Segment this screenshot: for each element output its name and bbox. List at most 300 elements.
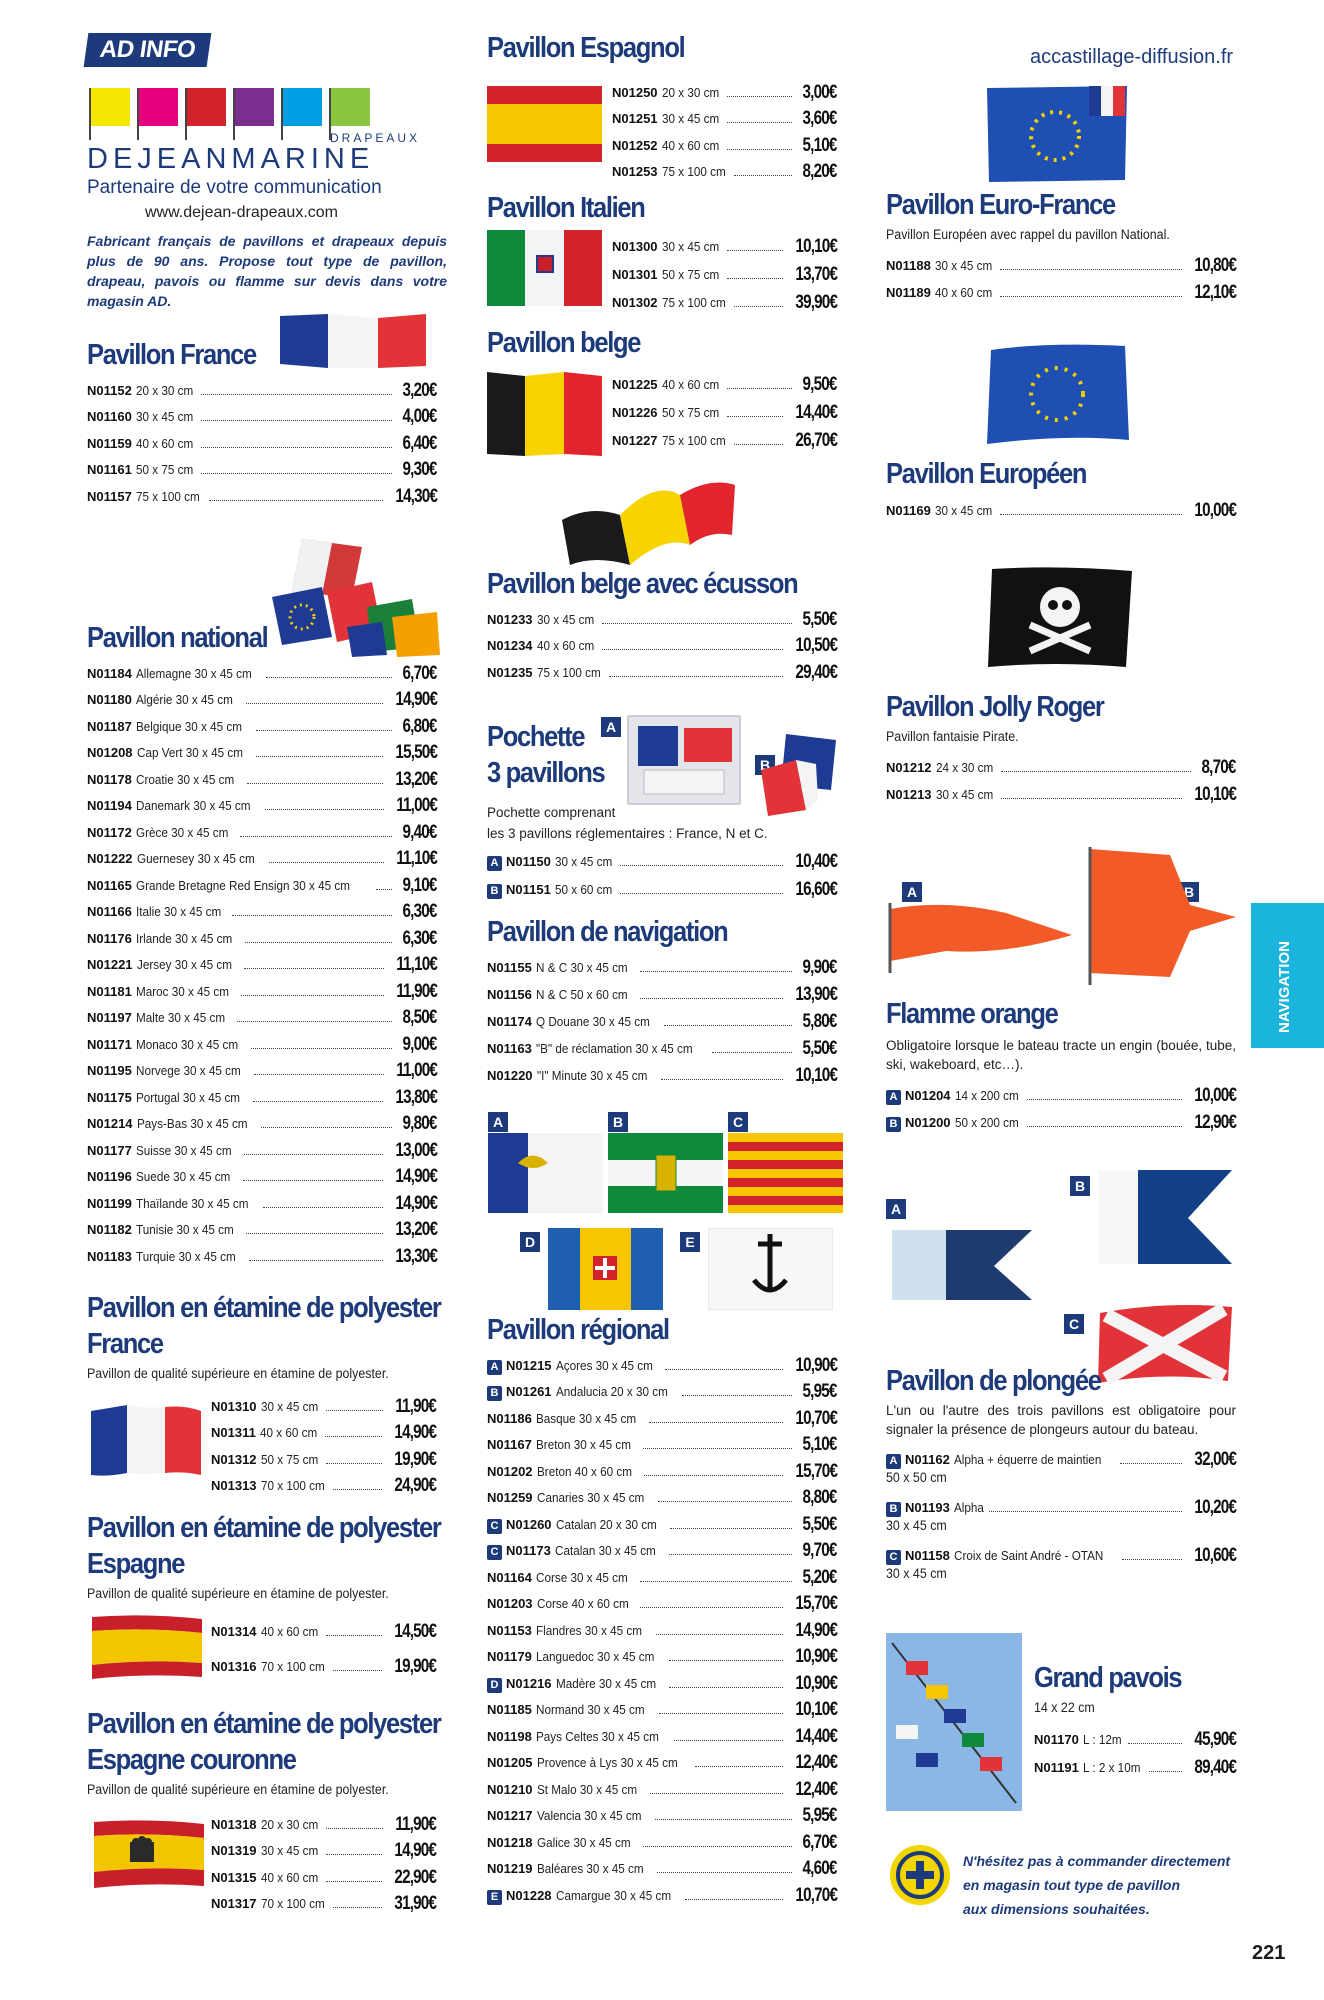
dot-leader (246, 703, 383, 704)
product-ref: N01196 (87, 1169, 132, 1184)
product-price: 11,90€ (395, 1813, 436, 1835)
dot-leader (657, 1872, 792, 1873)
brand-url[interactable]: www.dejean-drapeaux.com (145, 204, 338, 221)
madere-flag-icon (548, 1228, 663, 1310)
product-row (87, 426, 437, 453)
dot-leader (1000, 514, 1181, 515)
product-price: 10,90€ (795, 1672, 837, 1694)
product-row (487, 1004, 837, 1031)
product-label: 75 x 100 cm (661, 433, 726, 448)
dot-leader (664, 1025, 792, 1026)
product-label: Algérie 30 x 45 cm (135, 692, 233, 707)
dot-leader (602, 623, 792, 624)
dot-leader (266, 677, 392, 678)
product-label: 20 x 30 cm (260, 1816, 318, 1832)
product-label: Valencia 30 x 45 cm (536, 1808, 642, 1823)
dot-leader (727, 416, 783, 417)
product-ref: N01150 (506, 854, 551, 869)
dot-leader (201, 473, 392, 474)
product-price: 10,90€ (795, 1646, 837, 1667)
product-label: Guernesey 30 x 45 cm (136, 851, 255, 866)
product-ref: N01151 (506, 882, 551, 897)
product-ref: N01162 (905, 1452, 950, 1467)
dot-leader (251, 1048, 392, 1049)
dot-leader (254, 1074, 384, 1075)
product-row (211, 1606, 436, 1641)
product-row (211, 1860, 436, 1887)
product-row (886, 777, 1236, 804)
dot-leader (325, 1436, 381, 1437)
plongee-a-icon (886, 1226, 1036, 1304)
dot-leader (245, 942, 393, 943)
pochette-pack-icon (624, 712, 744, 807)
poly-france-flag-icon (87, 1403, 205, 1481)
jolly-list (886, 750, 1236, 804)
product-price: 5,50€ (802, 1038, 837, 1059)
product-ref: N01313 (211, 1478, 257, 1493)
product-row (87, 1213, 437, 1240)
product-row (487, 1481, 837, 1508)
variant-letter-badge: A (886, 1090, 901, 1105)
italien-flag-icon (487, 230, 602, 308)
product-price: 9,30€ (402, 459, 437, 480)
belge-list-wrap (612, 366, 837, 450)
dot-leader (727, 96, 792, 97)
product-price: 14,30€ (395, 485, 437, 507)
poly-espagne-desc: Pavillon de qualité supérieure en étamine de polyester. (87, 1586, 389, 1601)
product-label: Danemark 30 x 45 cm (135, 798, 251, 813)
product-row (211, 1389, 436, 1416)
product-price: 22,90€ (394, 1866, 436, 1888)
product-price: 5,10€ (802, 134, 837, 156)
product-row (886, 1078, 1236, 1105)
flamme-label-b: B (1179, 882, 1199, 902)
product-ref: N01175 (87, 1089, 132, 1105)
product-ref: N01194 (87, 798, 132, 813)
plongee-label-c: C (1064, 1314, 1084, 1334)
product-price: 11,90€ (395, 1395, 436, 1417)
plongee-label-a: A (886, 1199, 906, 1219)
site-url[interactable]: accastillage-diffusion.fr (1030, 46, 1234, 68)
product-label: L : 2 x 10m (1082, 1760, 1141, 1775)
dot-leader (609, 676, 783, 677)
dot-leader (209, 500, 383, 501)
product-label: Malte 30 x 45 cm (135, 1010, 225, 1025)
product-label: 30 x 45 cm (260, 1843, 318, 1858)
product-price: 11,10€ (396, 954, 437, 975)
plongee-list (886, 1443, 1236, 1583)
product-row (487, 1772, 837, 1799)
poly-france-list (211, 1389, 436, 1495)
product-row (211, 1834, 436, 1861)
brand-tagline: Partenaire de votre communication (87, 177, 382, 198)
product-ref: N01179 (487, 1649, 532, 1664)
plongee-b-icon (1096, 1168, 1236, 1268)
product-price: 9,40€ (402, 821, 437, 843)
product-price: 14,90€ (395, 1166, 437, 1187)
product-row (211, 1442, 436, 1469)
dot-leader (246, 1233, 382, 1234)
regional-label-c: C (728, 1112, 748, 1132)
dot-leader (602, 649, 783, 650)
product-label: Norvege 30 x 45 cm (135, 1063, 241, 1078)
product-price: 8,70€ (1201, 757, 1236, 778)
product-label: Andalucia 20 x 30 cm (555, 1384, 668, 1399)
product-ref: N01184 (87, 665, 132, 681)
product-price: 6,80€ (402, 715, 437, 737)
product-row (487, 977, 837, 1004)
dot-leader (989, 1511, 1182, 1512)
product-label: 40 x 60 cm (259, 1425, 318, 1440)
belge-title: Pavillon belge (487, 327, 641, 359)
product-ref: N01213 (886, 787, 932, 802)
dot-leader (656, 1634, 783, 1635)
france-list (87, 373, 437, 506)
product-row (1034, 1721, 1236, 1749)
dot-leader (1027, 1126, 1182, 1127)
product-price: 5,10€ (802, 1434, 837, 1455)
product-row (87, 1239, 437, 1266)
product-row (87, 789, 437, 816)
product-price: 89,40€ (1194, 1757, 1236, 1778)
side-tab-label: NAVIGATION (1276, 941, 1293, 1033)
dot-leader (1128, 1743, 1182, 1744)
europeen-title: Pavillon Européen (886, 458, 1087, 490)
product-label: 20 x 30 cm (135, 382, 194, 398)
product-price: 10,50€ (795, 635, 837, 656)
product-row (87, 842, 437, 869)
dot-leader (244, 1154, 383, 1155)
product-price: 6,40€ (402, 432, 437, 454)
product-row (886, 492, 1236, 520)
regional-list (487, 1348, 837, 1905)
product-label: 24 x 30 cm (935, 760, 993, 775)
product-size: 30 x 45 cm (886, 1566, 947, 1581)
product-price: 15,70€ (795, 1593, 837, 1614)
dot-leader (333, 1489, 382, 1490)
product-label: Suede 30 x 45 cm (135, 1169, 231, 1184)
dot-leader (674, 1740, 782, 1741)
product-price: 14,90€ (395, 689, 437, 710)
product-label: Irlande 30 x 45 cm (135, 930, 233, 946)
section-jolly (886, 689, 1236, 804)
product-ref: N01199 (87, 1195, 132, 1211)
flamme-title: Flamme orange (886, 998, 1058, 1030)
product-label: Monaco 30 x 45 cm (135, 1036, 238, 1052)
product-price: 13,90€ (795, 984, 837, 1005)
product-ref: N01161 (87, 462, 132, 477)
product-row (87, 1107, 437, 1134)
product-row (487, 1825, 837, 1852)
product-row (612, 102, 837, 129)
dot-leader (201, 420, 392, 421)
product-size: 30 x 45 cm (886, 1518, 947, 1533)
pochette-label-b: B (755, 755, 775, 775)
product-ref: N01208 (87, 745, 133, 760)
product-ref: N01156 (487, 987, 532, 1002)
product-ref: N01315 (211, 1869, 257, 1885)
section-national (87, 620, 437, 1266)
product-price: 8,50€ (402, 1007, 437, 1028)
product-ref: N01261 (506, 1384, 552, 1399)
product-row (87, 762, 437, 789)
product-price: 6,70€ (402, 662, 437, 684)
plongee-label-b: B (1070, 1176, 1090, 1196)
dot-leader (727, 388, 792, 389)
product-ref: N01217 (487, 1808, 533, 1823)
product-price: 14,40€ (795, 1725, 837, 1747)
product-row (487, 1719, 837, 1746)
product-label: 75 x 100 cm (135, 488, 200, 504)
dot-leader (1001, 798, 1182, 799)
dot-leader (620, 865, 782, 866)
product-ref: N01174 (487, 1014, 532, 1029)
section-belge-ecusson (487, 566, 837, 682)
dot-leader (1000, 269, 1181, 270)
product-ref: N01216 (506, 1675, 552, 1691)
pavois-title: Grand pavois (1034, 1662, 1182, 1694)
product-price: 24,90€ (394, 1475, 436, 1496)
section-poly-espagne (87, 1510, 441, 1607)
variant-letter-badge: B (487, 884, 502, 899)
product-label: 30 x 45 cm (934, 503, 993, 518)
product-row (87, 400, 437, 427)
euro-france-desc: Pavillon Européen avec rappel du pavillon National. (886, 227, 1170, 242)
product-ref: N01317 (211, 1896, 257, 1911)
regional-label-b: B (608, 1112, 628, 1132)
product-price: 26,70€ (795, 430, 837, 451)
dot-leader (237, 1021, 393, 1022)
product-price: 3,20€ (402, 379, 437, 401)
product-price: 12,10€ (1194, 282, 1236, 303)
poly-france-desc: Pavillon de qualité supérieure en étamine de polyester. (87, 1366, 389, 1381)
dot-leader (665, 1369, 783, 1370)
product-price: 10,60€ (1194, 1545, 1236, 1566)
product-price: 10,70€ (795, 1407, 837, 1429)
product-ref: N01226 (612, 405, 658, 420)
product-label: 70 x 100 cm (260, 1478, 325, 1493)
navigation-side-tab[interactable] (1251, 903, 1324, 1048)
product-label: Cap Vert 30 x 45 cm (136, 745, 243, 760)
product-label: Belgique 30 x 45 cm (135, 718, 242, 734)
product-price: 15,70€ (795, 1460, 837, 1482)
poly-couronne-title1: Pavillon en étamine de polyester (87, 1708, 441, 1740)
dot-leader (1027, 1099, 1182, 1100)
pochette-list (487, 843, 837, 899)
variant-letter-badge: B (886, 1502, 901, 1517)
section-regional (487, 1312, 837, 1905)
note-line3: aux dimensions souhaitées. (963, 1901, 1150, 1917)
product-label: St Malo 30 x 45 cm (536, 1781, 637, 1797)
section-pavois (1034, 1660, 1236, 1777)
product-label: Portugal 30 x 45 cm (135, 1089, 240, 1105)
dot-leader (326, 1463, 382, 1464)
product-ref: N01233 (487, 611, 533, 627)
dot-leader (644, 1475, 783, 1476)
product-label: 30 x 45 cm (661, 111, 719, 126)
dot-leader (326, 1828, 383, 1829)
dot-leader (640, 998, 783, 999)
product-price: 10,10€ (795, 236, 837, 257)
product-ref: N01152 (87, 382, 132, 398)
product-ref: N01155 (487, 960, 532, 975)
dot-leader (333, 1670, 382, 1671)
product-row (87, 1080, 437, 1107)
product-price: 13,80€ (395, 1086, 437, 1108)
product-row (87, 709, 437, 736)
poly-france-list-wrap (211, 1389, 436, 1495)
product-price: 11,00€ (396, 1060, 437, 1081)
product-row (211, 1887, 436, 1914)
dot-leader (1122, 1559, 1182, 1560)
product-price: 9,00€ (402, 1033, 437, 1055)
pochette-title1: Pochette (487, 721, 585, 753)
product-row (886, 248, 1236, 275)
product-row (612, 228, 837, 256)
product-row (487, 843, 837, 871)
product-row (487, 602, 837, 629)
product-row (487, 655, 837, 682)
dot-leader (326, 1410, 383, 1411)
dot-leader (670, 1528, 793, 1529)
product-ref: N01252 (612, 137, 658, 153)
product-label: Canaries 30 x 45 cm (536, 1490, 644, 1505)
product-price: 10,70€ (795, 1884, 837, 1906)
product-row (487, 1878, 837, 1905)
dot-leader (669, 1660, 783, 1661)
espagnol-flag-icon (487, 86, 602, 166)
poly-espagne-title2: Espagne (87, 1548, 185, 1580)
poly-couronne-list (211, 1807, 436, 1913)
product-price: 5,20€ (802, 1566, 837, 1588)
product-row (612, 155, 837, 182)
jolly-title: Pavillon Jolly Roger (886, 691, 1104, 723)
product-ref: N01310 (211, 1398, 257, 1414)
dot-leader (620, 893, 782, 894)
product-price: 14,90€ (394, 1422, 436, 1443)
product-ref: N01171 (87, 1036, 132, 1052)
product-row (487, 1640, 837, 1667)
product-label: 30 x 45 cm (135, 409, 194, 424)
poly-couronne-flag-icon (92, 1818, 207, 1892)
product-ref: N01159 (87, 435, 132, 451)
italien-title: Pavillon Italien (487, 192, 645, 224)
product-price: 11,00€ (396, 795, 437, 816)
product-label: Grande Bretagne Red Ensign 30 x 45 cm (135, 877, 350, 893)
product-row (87, 479, 437, 506)
belge-ecusson-flag-icon (560, 475, 740, 570)
product-row (487, 1401, 837, 1428)
product-price: 9,90€ (802, 957, 837, 978)
product-ref: N01250 (612, 84, 658, 100)
product-ref: N01164 (487, 1569, 532, 1585)
dot-leader (658, 1501, 793, 1502)
product-row (487, 1031, 837, 1058)
camargue-flag-icon (708, 1228, 833, 1310)
dot-leader (1120, 1463, 1182, 1464)
euro-france-list (886, 248, 1236, 302)
variant-letter-badge: B (886, 1117, 901, 1132)
plus-icon (888, 1843, 952, 1907)
product-label: 70 x 100 cm (260, 1896, 325, 1911)
product-label: 75 x 100 cm (536, 664, 601, 680)
product-row (87, 815, 437, 842)
product-ref: N01198 (487, 1728, 532, 1744)
product-ref: N01185 (487, 1702, 532, 1717)
product-row (487, 1746, 837, 1773)
product-ref: N01228 (506, 1887, 552, 1903)
product-price: 31,90€ (394, 1893, 436, 1914)
variant-letter-badge: A (487, 1360, 502, 1375)
product-label: Basque 30 x 45 cm (535, 1410, 636, 1426)
product-ref: N01301 (612, 267, 658, 282)
product-label: 40 x 60 cm (661, 137, 719, 153)
product-price: 11,90€ (396, 980, 437, 1002)
ad-info-text: Fabricant français de pavillons et drapeaux depuis plus de 90 ans. Propose tout type de pavillon, drapeau, pavois ou flamme sur devis dans votre magasin AD. (87, 233, 447, 309)
europeen-list (886, 492, 1236, 520)
product-label: Italie 30 x 45 cm (135, 904, 222, 919)
product-row (487, 1852, 837, 1879)
section-italien (487, 190, 837, 226)
dot-leader (247, 783, 383, 784)
product-ref: N01153 (487, 1622, 532, 1638)
espagnol-title: Pavillon Espagnol (487, 32, 685, 64)
section-poly-couronne (87, 1706, 441, 1803)
product-ref: N01222 (87, 851, 133, 866)
pochette-label-a: A (601, 717, 621, 737)
belge-ecusson-title: Pavillon belge avec écusson (487, 568, 798, 600)
flamme-b-icon (1080, 845, 1240, 990)
product-ref: N01157 (87, 488, 132, 504)
product-price: 5,95€ (802, 1381, 837, 1402)
dot-leader (685, 1899, 782, 1900)
dot-leader (376, 889, 393, 890)
product-price: 10,80€ (1194, 255, 1236, 276)
product-ref: N01302 (612, 295, 658, 310)
grand-pavois-image-icon (886, 1633, 1022, 1811)
product-ref: N01195 (87, 1063, 132, 1078)
product-ref: N01219 (487, 1861, 533, 1876)
product-ref: N01178 (87, 771, 132, 787)
variant-letter-badge: A (886, 1454, 901, 1469)
product-ref: N01218 (487, 1834, 533, 1850)
product-row (211, 1416, 436, 1443)
dot-leader (650, 1793, 783, 1794)
product-label: Croix de Saint André - OTAN (953, 1548, 1104, 1563)
dot-leader (727, 278, 783, 279)
regional-label-d: D (520, 1232, 540, 1252)
product-ref: N01170 (1034, 1732, 1079, 1747)
product-price: 10,10€ (795, 1699, 837, 1720)
dot-leader (649, 1422, 783, 1423)
product-label: Açores 30 x 45 cm (555, 1357, 653, 1373)
product-label: 14 x 200 cm (954, 1088, 1019, 1103)
product-price: 9,10€ (402, 874, 437, 896)
product-ref: N01260 (506, 1516, 552, 1532)
dot-leader (640, 1607, 782, 1608)
product-price: 8,80€ (802, 1487, 837, 1508)
dot-leader (333, 1907, 382, 1908)
flamme-list (886, 1078, 1236, 1132)
product-row (487, 629, 837, 656)
poly-couronne-list-wrap (211, 1807, 436, 1913)
dot-leader (261, 1127, 392, 1128)
section-euro-france (886, 187, 1236, 302)
product-price: 5,95€ (802, 1805, 837, 1826)
product-row (612, 284, 837, 312)
product-label: 40 x 60 cm (260, 1624, 318, 1639)
product-label: N & C 50 x 60 cm (535, 987, 628, 1002)
